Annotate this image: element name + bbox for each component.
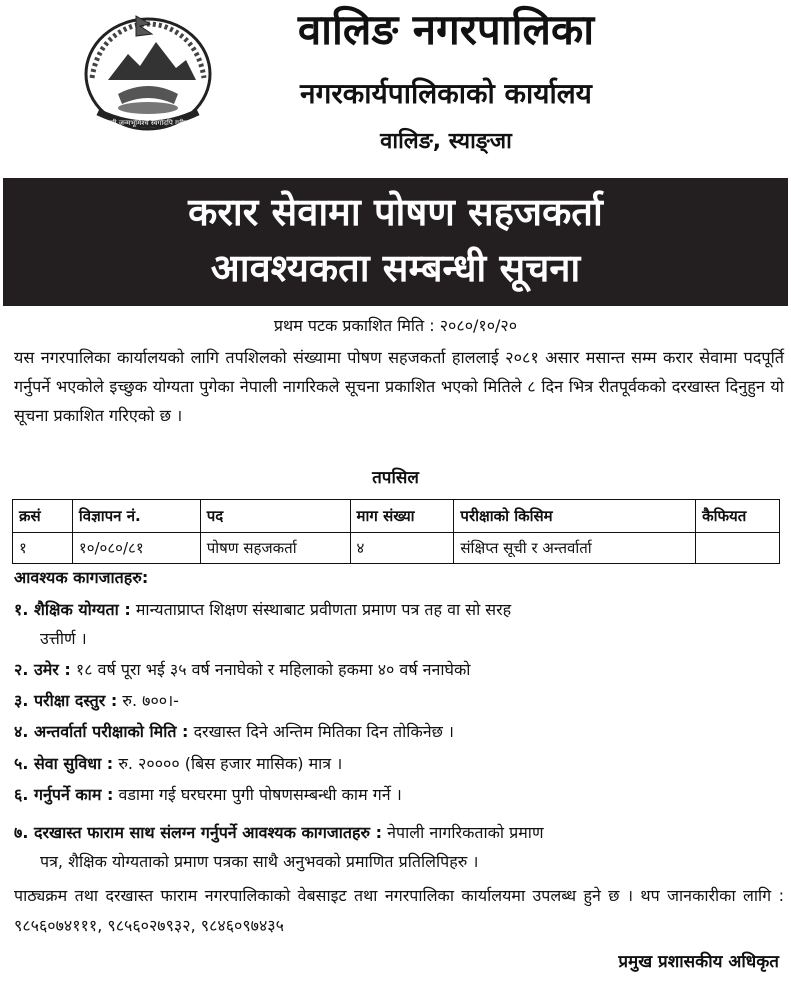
table-row (13, 533, 780, 564)
banner-line-2: आवश्यकता सम्बन्धी सूचना (210, 246, 581, 290)
requirement-item (14, 818, 784, 876)
table-header-row (13, 500, 780, 533)
table-cell: १०/०८०/८१ (72, 533, 200, 564)
requirement-text: नेपाली नागरिकताको प्रमाण (387, 823, 544, 842)
requirement-continuation: पत्र, शैक्षिक योग्यताको प्रमाण पत्रका साथै अनुभवको प्रमाणित प्रतिलिपिहरु । (40, 852, 479, 871)
column-header: पद (200, 500, 350, 533)
requirement-label: २. उमेर : (14, 660, 71, 679)
column-header: माग संख्या (350, 500, 454, 533)
requirement-label: ७. दरखास्त फाराम साथ संलग्न गर्नुपर्ने आवश्यक कागजातहरु : (14, 823, 383, 842)
table-cell: पोषण सहजकर्ता (200, 533, 350, 564)
requirement-continuation: उत्तीर्ण । (40, 629, 87, 648)
requirement-item (14, 780, 784, 809)
table-cell (696, 533, 780, 564)
notice-banner (3, 178, 788, 306)
requirements-heading: आवश्यक कागजातहरु: (14, 568, 149, 587)
vacancy-table (12, 499, 780, 564)
requirement-text: मान्यताप्राप्त शिक्षण संस्थाबाट प्रवीणता प्रमाण पत्र तह वा सो सरह (135, 600, 512, 619)
publication-date: प्रथम पटक प्रकाशित मिति : २०८०/१०/२० (273, 316, 518, 335)
requirement-label: ५. सेवा सुविधा : (14, 754, 114, 773)
office-address: वालिङ, स्याङ्जा (380, 129, 512, 154)
requirement-item (14, 595, 784, 653)
table-cell: ४ (350, 533, 454, 564)
requirement-label: ४. अन्तर्वार्ता परीक्षाको मिति : (14, 722, 189, 741)
requirement-label: ६. गर्नुपर्ने काम : (14, 785, 114, 804)
requirement-label: १. शैक्षिक योग्यता : (14, 600, 131, 619)
requirement-text: दरखास्त दिने अन्तिम मितिका दिन तोकिनेछ । (193, 722, 454, 741)
column-header: कैफियत (696, 500, 780, 533)
office-subtitle: नगरकार्यपालिकाको कार्यालय (300, 77, 592, 110)
banner-line-1: करार सेवामा पोषण सहजकर्ता (188, 190, 603, 234)
letterhead (0, 0, 791, 168)
requirement-text: रु. ७००।- (122, 691, 179, 710)
requirement-item (14, 749, 784, 778)
column-header: परीक्षाको किसिम (454, 500, 696, 533)
requirement-text: रु. २०००० (बिस हजार मासिक) मात्र । (118, 754, 343, 773)
requirement-item (14, 655, 784, 684)
table-cell: संक्षिप्त सूची र अन्तर्वार्ता (454, 533, 696, 564)
signatory: प्रमुख प्रशासकीय अधिकृत (618, 952, 779, 972)
table-cell: १ (13, 533, 73, 564)
intro-paragraph: यस नगरपालिका कार्यालयको लागि तपशिलको संख्यामा पोषण सहजकर्ता हाललाई २०८१ असार मसान्त सम्म करार सेवामा पदपूर्ति गर्नुपर्ने भएकोले इच्छुक योग्यता पुगेका नेपाली नागरिकले सूचना प्रकाशित भएको मितिले ८ दिन भित्र रीतपूर्वकको दरखास्त दिनुहुन यो सूचना प्रकाशित गरिएको छ । (14, 348, 784, 425)
nepal-emblem-icon (78, 8, 218, 133)
requirement-text: वडामा गई घरघरमा पुगी पोषणसम्बन्धी काम गर्ने । (118, 785, 402, 804)
footer-note: पाठ्यक्रम तथा दरखास्त फाराम नगरपालिकाको वेबसाइट तथा नगरपालिका कार्यालयमा उपलब्ध हुने छ । थप जानकारीका लागि : ९८५६०७४१११, ९८५६०२७९३२, ९८४६०९७४३५ (14, 886, 784, 935)
column-header: क्रसं (13, 500, 73, 533)
requirement-item (14, 717, 784, 746)
requirement-item (14, 686, 784, 715)
emblem-motto: जननी जन्मभूमिश्च स्वर्गादपि गरीयसी (101, 119, 195, 127)
requirement-text: १८ वर्ष पूरा भई ३५ वर्ष ननाघेको र महिलाको हकमा ४० वर्ष ननाघेको (75, 660, 471, 679)
requirement-label: ३. परीक्षा दस्तुर : (14, 691, 118, 710)
column-header: विज्ञापन नं. (72, 500, 200, 533)
details-heading: तपसिल (372, 468, 419, 488)
office-name: वालिङ नगरपालिका (297, 5, 595, 54)
